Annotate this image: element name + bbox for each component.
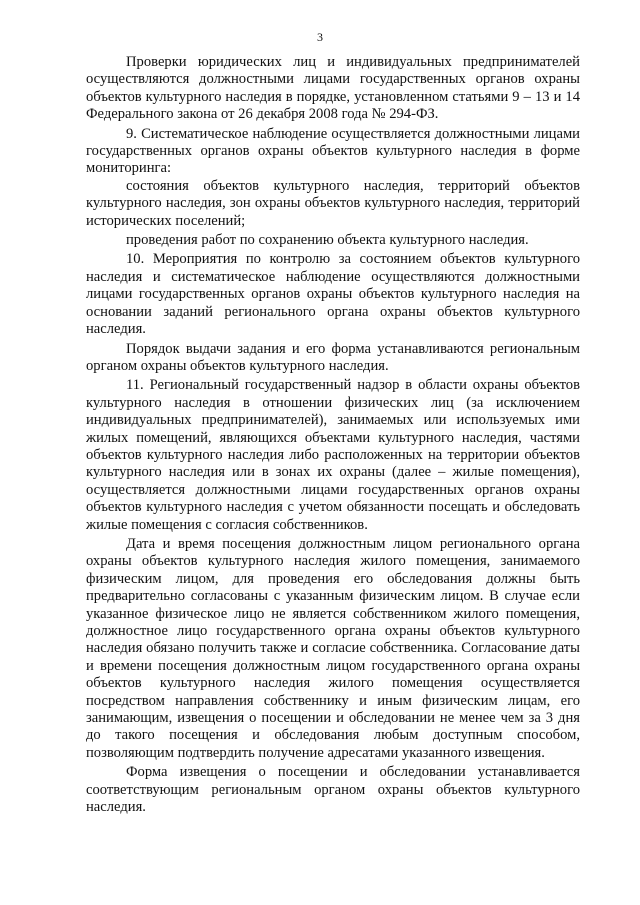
- paragraph-task-procedure: Порядок выдачи задания и его форма устанавливаются региональным органом охраны объектов культурного наследия.: [86, 340, 580, 374]
- paragraph-9-monitoring: 9. Систематическое наблюдение осуществляется должностными лицами государственных органов охраны объектов культурного наследия в форме мониторинга:: [86, 125, 580, 177]
- paragraph-10-control: 10. Мероприятия по контролю за состоянием объектов культурного наследия и систематическое наблюдение осуществляются должностными лицами государственных органов охраны объектов культурного наследия на основании заданий регионального органа охраны объектов культурного наследия.: [86, 251, 580, 338]
- document-body: [86, 54, 580, 816]
- paragraph-monitoring-works: проведения работ по сохранению объекта культурного наследия.: [126, 232, 529, 249]
- paragraph-monitoring-state: состояния объектов культурного наследия, территорий объектов культурного наследия, зон охраны объектов культурного наследия, территорий исторических поселений;: [86, 177, 580, 229]
- page-number: 3: [317, 30, 323, 44]
- paragraph-notice-form: Форма извещения о посещении и обследовании устанавливается соответствующим региональным органом охраны объектов культурного наследия.: [86, 764, 580, 816]
- paragraph-11-supervision: 11. Региональный государственный надзор в области охраны объектов культурного наследия в отношении физических лиц (за исключением индивидуальных предпринимателей), занимаемых или используемых ими жилых помещений, являющихся объектами культурного наследия, частями объектов культурного наследия либо расположенных на территории объектов культурного наследия или в зонах их охраны (далее – жилые помещения), осуществляется должностными лицами государственных органов охраны объектов культурного наследия с учетом обязанности посещать и обследовать жилые помещения с согласия собственников.: [86, 377, 580, 533]
- paragraph-inspections: Проверки юридических лиц и индивидуальных предпринимателей осуществляются должностными лицами государственных органов охраны объектов культурного наследия в порядке, установленном статьями 9 – 13 и 14 Федерального закона от 26 декабря 2008 года № 294-ФЗ.: [86, 54, 580, 123]
- paragraph-visit-agreement: Дата и время посещения должностным лицом регионального органа охраны объектов культурного наследия жилого помещения, занимаемого физическим лицом, для проведения его обследования должны быть предварительно согласованы с указанным физическим лицом. В случае если указанное физическое лицо не является собственником жилого помещения, должностное лицо государственного органа охраны объектов культурного наследия обязано получить также и согласие собственника. Согласование даты и времени посещения должностным лицом государственного органа охраны объектов культурного наследия жилого помещения осуществляется посредством направления собственнику и иным физическим лицам, его занимающим, извещения о посещении и обследовании не менее чем за 3 дня до такого посещения и обследования любым доступным способом, позволяющим подтвердить получение адресатами указанного извещения.: [86, 535, 580, 761]
